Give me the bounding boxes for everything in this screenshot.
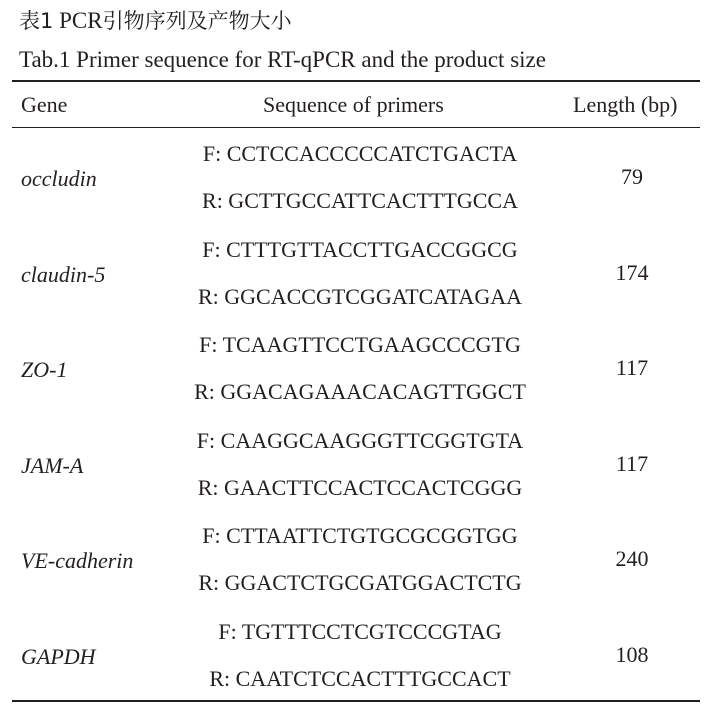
product-length: 240	[615, 546, 649, 571]
gene-name: ZO-1	[21, 357, 68, 382]
forward-primer: F: TGTTTCCTCGTCCCGTAG	[218, 618, 502, 644]
table-title-chinese	[19, 4, 292, 38]
table-row	[0, 326, 714, 422]
reverse-primer: R: GAACTTCCACTCCACTCGGG	[197, 474, 523, 500]
table-top-rule	[12, 80, 700, 82]
reverse-primer: R: GCTTGCCATTCACTTTGCCA	[202, 188, 518, 213]
product-length: 174	[615, 259, 649, 285]
table-row	[0, 135, 714, 231]
reverse-primer: R: CAATCTCCACTTTGCCACT	[209, 665, 511, 691]
gene-name: VE-cadherin	[21, 548, 134, 573]
table-body	[0, 135, 714, 708]
table-row	[0, 517, 714, 613]
header-sequence: Sequence of primers	[263, 92, 444, 117]
table-title-english: Tab.1 Primer sequence for RT-qPCR and the product size	[19, 47, 546, 72]
forward-primer: F: CAAGGCAAGGGTTCGGTGTA	[196, 427, 524, 453]
table-row	[0, 422, 714, 518]
reverse-primer: R: GGACAGAAACACAGTTGGCT	[194, 379, 526, 404]
product-length: 79	[621, 164, 643, 189]
product-length: 117	[615, 450, 649, 476]
product-length: 117	[615, 355, 649, 380]
gene-name: GAPDH	[21, 643, 96, 669]
header-gene: Gene	[21, 92, 68, 117]
table-header-row	[0, 88, 714, 122]
table-row	[0, 231, 714, 327]
title-chinese-text: 引物序列及产物大小	[102, 9, 292, 33]
forward-primer: F: CTTAATTCTGTGCGCGGTGG	[202, 523, 518, 548]
header-length: Length (bp)	[573, 92, 678, 117]
reverse-primer: R: GGACTCTGCGATGGACTCTG	[198, 570, 522, 595]
forward-primer: F: TCAAGTTCCTGAAGCCCGTG	[199, 332, 521, 357]
table-header-rule	[12, 127, 700, 128]
title-abbreviation: PCR	[59, 8, 103, 33]
table-bottom-rule	[12, 700, 700, 702]
gene-name: occludin	[21, 166, 97, 191]
forward-primer: F: CCTCCACCCCCATCTGACTA	[202, 141, 518, 166]
gene-name: JAM-A	[21, 452, 84, 478]
gene-name: claudin-5	[21, 261, 106, 287]
table-number-label: 表1	[19, 9, 54, 33]
forward-primer: F: CTTTGTTACCTTGACCGGCG	[202, 236, 518, 262]
product-length: 108	[615, 641, 649, 667]
table-row	[0, 613, 714, 708]
reverse-primer: R: GGCACCGTCGGATCATAGAA	[198, 283, 522, 309]
